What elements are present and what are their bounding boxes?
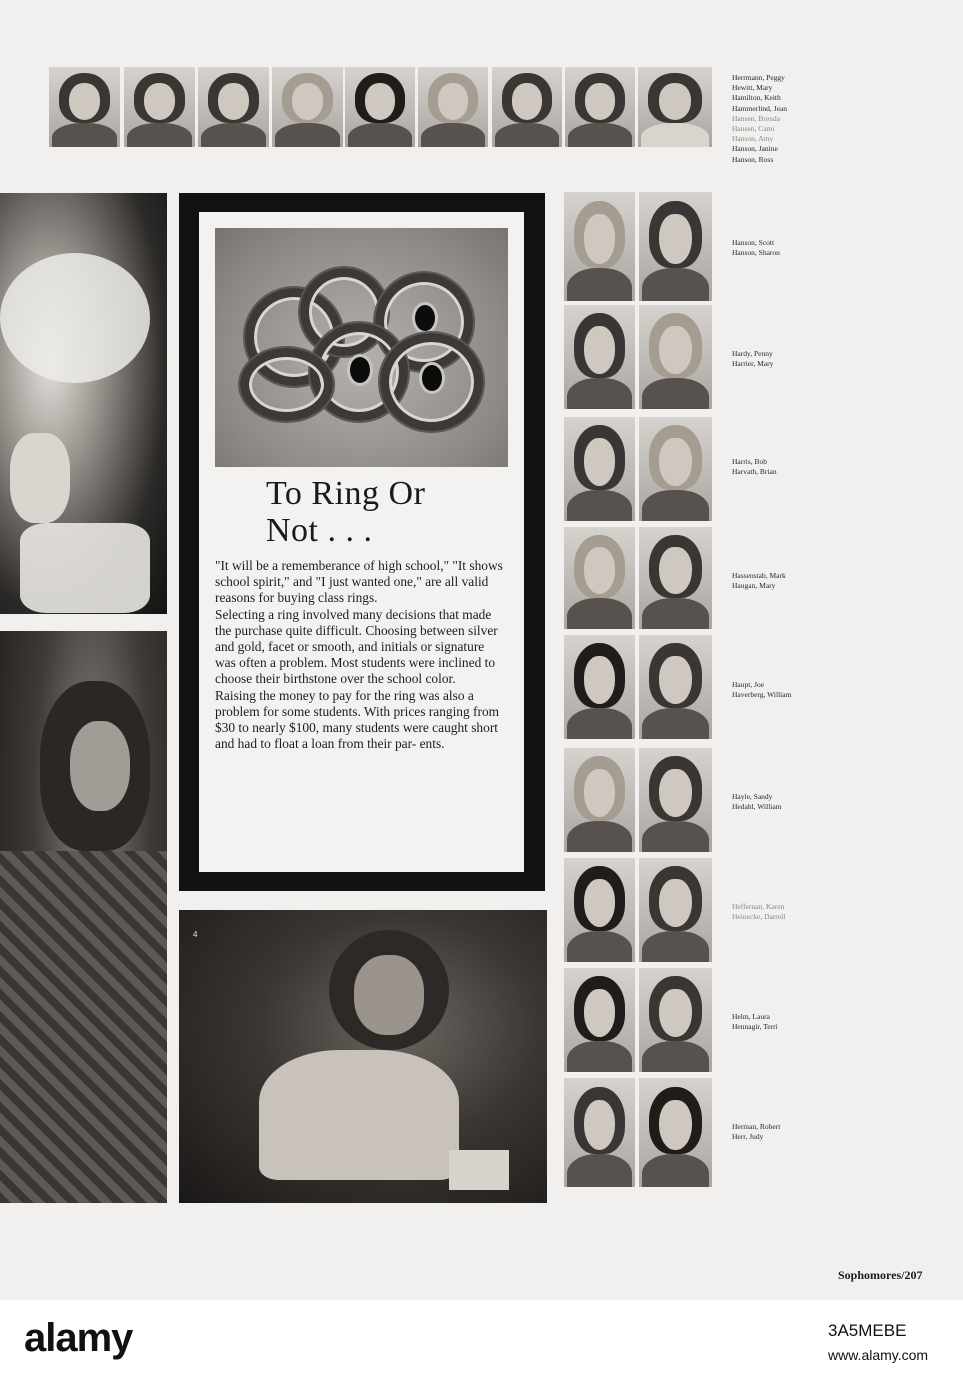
- portrait-hanson-janine: [565, 67, 635, 147]
- name-entry: Hanson, Janine: [732, 144, 778, 154]
- pair-names-6: [732, 792, 782, 812]
- name-entry: Heffernan, Karen: [732, 902, 785, 911]
- name-entry: Hanson, Sharon: [732, 248, 780, 258]
- name-entry: Heinecke, Darrell: [732, 912, 786, 922]
- portrait-hassenstab-mark: [564, 527, 635, 629]
- pair-names-9: [732, 1122, 780, 1142]
- name-entry: Haupt, Joe: [732, 680, 765, 689]
- portrait-harvath-brian: [639, 417, 712, 521]
- portrait-hanson-ross: [638, 67, 712, 147]
- portrait-haverberg-william: [639, 635, 712, 739]
- top-row-names: [732, 73, 787, 165]
- name-entry: Hassenstab, Mark: [732, 571, 786, 580]
- name-entry: Hedahl, William: [732, 802, 782, 812]
- pair-names-4: [732, 571, 786, 591]
- name-entry: Hanson, Scott: [732, 238, 775, 247]
- portrait-herman-robert: [564, 1078, 635, 1187]
- name-entry: Hanson, Amy: [732, 134, 774, 144]
- article-body: [215, 558, 505, 752]
- name-entry: Hennagir, Terri: [732, 1022, 778, 1032]
- portrait-hansen-brenda: [345, 67, 415, 147]
- cheerleaders-photo: [0, 193, 167, 614]
- photo-number: 4: [193, 930, 198, 939]
- page-folio: Sophomores/207: [838, 1268, 923, 1282]
- name-entry: Herman, Robert: [732, 1122, 781, 1131]
- article-paragraph: Raising the money to pay for the ring was also a problem for some students. With prices ranging from $30 to nearly $100, many students were caught short and had to float a loan from their par- ents.: [215, 687, 500, 752]
- pair-names-1: [732, 238, 780, 258]
- portrait-hayle-sandy: [564, 748, 635, 852]
- name-entry: Hansen, Brenda: [732, 113, 780, 123]
- image-id: 3A5MEBE: [828, 1321, 907, 1340]
- pair-names-7: [732, 902, 785, 922]
- portrait-heinecke-darrell: [639, 858, 712, 962]
- name-entry: Harris, Bob: [732, 457, 767, 466]
- portrait-hardy-penny: [564, 305, 635, 409]
- portrait-hanson-scott: [564, 192, 635, 301]
- student-with-glasses-photo: [0, 631, 167, 1203]
- name-entry: Harvath, Brian: [732, 467, 777, 477]
- name-entry: Haugan, Mary: [732, 581, 776, 591]
- article-headline: [266, 475, 506, 549]
- portrait-harris-bob: [564, 417, 635, 521]
- alamy-logo: alamy: [24, 1316, 133, 1360]
- name-entry: Harrier, Mary: [732, 359, 774, 369]
- name-entry: Helm, Laura: [732, 1012, 770, 1021]
- portrait-hedahl-william: [639, 748, 712, 852]
- name-entry: Hamilton, Keith: [732, 93, 781, 103]
- article-paragraph: "It will be a rememberance of high school," "It shows school spirit," and "I just wanted one," are all valid reasons for buying class rings.: [215, 558, 503, 606]
- portrait-hamilton-keith: [198, 67, 269, 147]
- name-entry: Hayle, Sandy: [732, 792, 773, 801]
- pair-names-5: [732, 680, 791, 700]
- watermark-footer: [0, 1300, 963, 1390]
- headline-line2: Not . . .: [266, 512, 373, 549]
- portrait-hanson-sharon: [639, 192, 712, 301]
- portrait-haupt-joe: [564, 635, 635, 739]
- name-entry: Hanson, Ross: [732, 154, 774, 164]
- name-entry: Hammerlind, Jean: [732, 103, 787, 113]
- watermark-url: www.alamy.com: [828, 1347, 929, 1363]
- name-entry: Hardy, Penny: [732, 349, 773, 358]
- name-entry: Hansen, Cami: [732, 124, 775, 134]
- name-entry: Haverberg, William: [732, 690, 792, 700]
- pair-names-2: [732, 349, 773, 369]
- girl-at-table-photo: [179, 910, 547, 1203]
- portrait-hansen-cami: [418, 67, 488, 147]
- portrait-hennagir-terri: [639, 968, 712, 1072]
- name-entry: Hewitt, Mary: [732, 83, 773, 93]
- portrait-helm-laura: [564, 968, 635, 1072]
- portrait-herrmann-peggy: [49, 67, 120, 147]
- class-rings-photo: [215, 228, 508, 467]
- portrait-harrier-mary: [639, 305, 712, 409]
- pair-names-8: [732, 1012, 778, 1032]
- name-entry: Herrmann, Peggy: [732, 73, 785, 82]
- portrait-heffernan-karen: [564, 858, 635, 962]
- pair-names-3: [732, 457, 777, 477]
- portrait-hewitt-mary: [124, 67, 195, 147]
- portrait-haugan-mary: [639, 527, 712, 629]
- name-entry: Herr, Judy: [732, 1132, 764, 1142]
- article-paragraph: Selecting a ring involved many decisions that made the purchase quite difficult. Choosing between silver and gold, facet or smooth, and initials or signature was often a problem. Most students were inclined to choose their birthstone over the school color.: [215, 606, 498, 687]
- portrait-hanson-amy: [492, 67, 562, 147]
- portrait-herr-judy: [639, 1078, 712, 1187]
- headline-line1: To Ring Or: [266, 475, 426, 512]
- portrait-hammerlind-jean: [272, 67, 343, 147]
